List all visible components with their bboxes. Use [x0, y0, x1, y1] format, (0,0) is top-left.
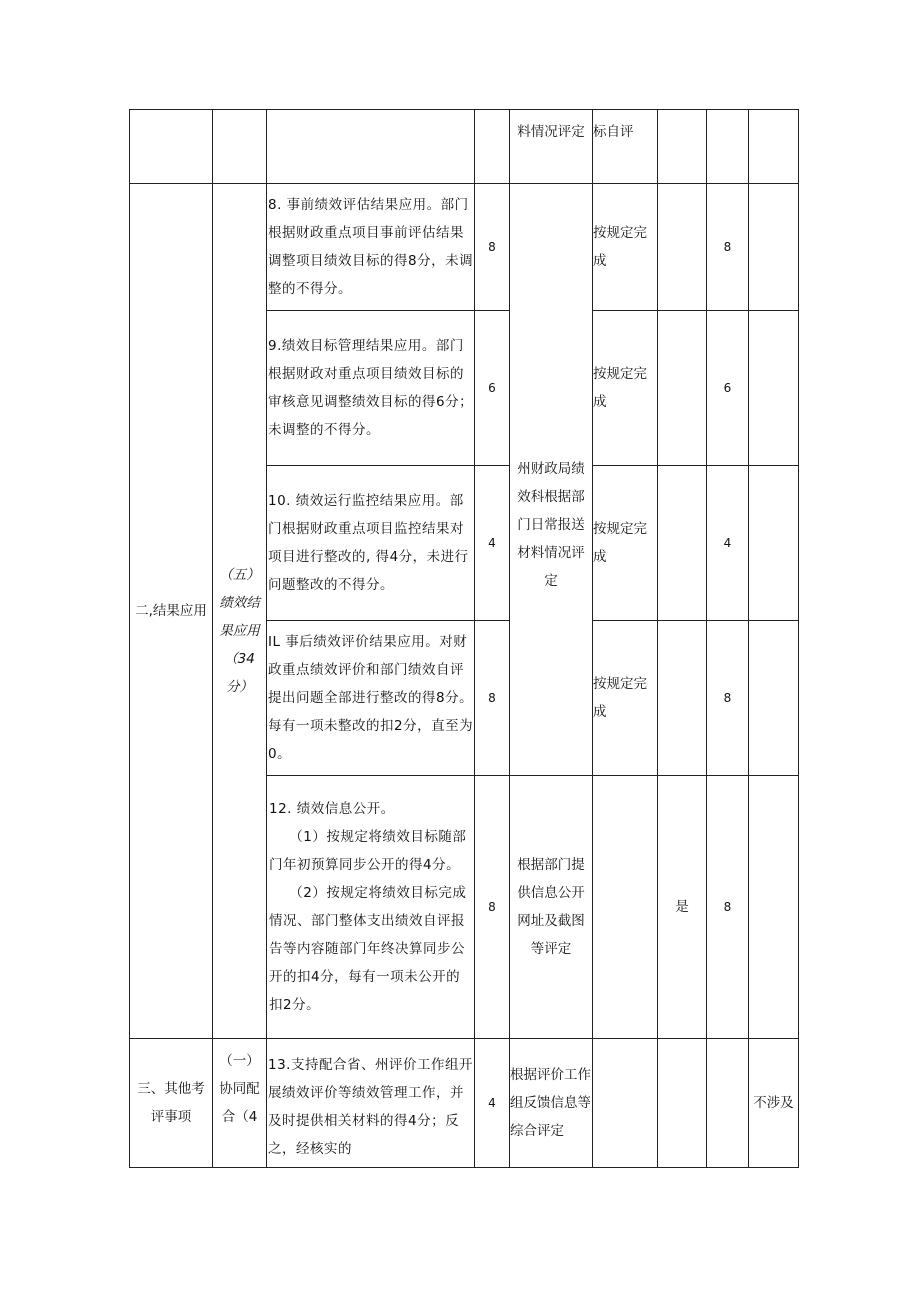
- item11-selfeval: [658, 621, 707, 776]
- item11-points: [475, 621, 510, 776]
- category-cell: [130, 110, 213, 184]
- item12-selfeval-text: 是: [675, 899, 689, 915]
- item10-text: 10. 绩效运行监控结果应用。部门根据财政重点项目监控结果对项目进行整改的, 得4分，未进行问题整改的不得分。: [268, 493, 469, 593]
- item10-score: [707, 466, 749, 621]
- sub5-label: （五）绩效结果应用（34分）: [219, 567, 260, 695]
- item10-score-value: 4: [723, 536, 732, 550]
- item9-points-value: 6: [488, 381, 496, 395]
- item10-remark: [749, 466, 799, 621]
- item13-score: [707, 1039, 749, 1168]
- shared-method-text: 州财政局绩效科根据部门日常报送材料情况评定: [517, 460, 585, 589]
- item13-standard: [593, 1039, 658, 1168]
- item12-method: [510, 776, 593, 1039]
- category3-label: 三、其他考评事项: [137, 1081, 205, 1125]
- item13-remark: [749, 1039, 799, 1168]
- item10-selfeval: [658, 466, 707, 621]
- item9-remark: [749, 311, 799, 466]
- item13-points: [475, 1039, 510, 1168]
- item8-score: [707, 184, 749, 311]
- item13-remark-text: 不涉及: [753, 1095, 794, 1111]
- item8-remark: [749, 184, 799, 311]
- sub1-cell: [213, 1039, 267, 1168]
- item10-standard: [593, 466, 658, 621]
- item10-standard-text: 按规定完成: [593, 521, 647, 565]
- item11-content: [267, 621, 475, 776]
- item12-content: [267, 776, 475, 1039]
- item11-standard-text: 按规定完成: [593, 676, 647, 720]
- item12-p1: （1）按规定将绩效目标随部门年初预算同步公开的得4分。: [269, 829, 467, 873]
- evaluation-table: [129, 109, 799, 1168]
- item9-score-value: 6: [723, 381, 732, 395]
- item9-points: [475, 311, 510, 466]
- item9-standard-text: 按规定完成: [593, 366, 647, 410]
- item12-p2: （2）按规定将绩效目标完成情况、部门整体支出绩效自评报告等内容随部门年终决算同步公开的扣4分，每有一项未公开的扣2分。: [269, 885, 467, 1013]
- remark-cell: [749, 110, 799, 184]
- item11-score-value: 8: [723, 691, 732, 705]
- item11-remark: [749, 621, 799, 776]
- item8-standard: [593, 184, 658, 311]
- item12-score: [707, 776, 749, 1039]
- shared-method-cell: [510, 184, 593, 776]
- item12-score-value: 8: [723, 900, 732, 914]
- category3-cell: [130, 1039, 213, 1168]
- item12-points-value: 8: [488, 900, 496, 914]
- item9-score: [707, 311, 749, 466]
- item9-standard: [593, 311, 658, 466]
- item11-score: [707, 621, 749, 776]
- item13-method-text: 根据评价工作组反馈信息等综合评定: [510, 1067, 591, 1139]
- sub1-label: （一）协同配合（4: [219, 1053, 260, 1125]
- item11-points-value: 8: [488, 691, 496, 705]
- table-row: [130, 110, 799, 184]
- table-row: [130, 1039, 799, 1168]
- item12-method-text: 根据部门提供信息公开网址及截图等评定: [517, 857, 585, 957]
- item13-selfeval: [658, 1039, 707, 1168]
- standard-cell: [593, 110, 658, 184]
- method-text: 料情况评定: [517, 124, 585, 140]
- item8-selfeval: [658, 184, 707, 311]
- item8-score-value: 8: [723, 240, 732, 254]
- item8-content: [267, 184, 475, 311]
- item8-points: [475, 184, 510, 311]
- item13-method: [510, 1039, 593, 1168]
- item13-content: [267, 1039, 475, 1168]
- content-cell: [267, 110, 475, 184]
- item12-remark: [749, 776, 799, 1039]
- item12-title: 12. 绩效信息公开。: [269, 801, 395, 817]
- score-cell: [707, 110, 749, 184]
- item10-content: [267, 466, 475, 621]
- item8-standard-text: 按规定完成: [593, 225, 647, 269]
- item10-points-value: 4: [488, 536, 496, 550]
- subcategory-cell: [213, 110, 267, 184]
- item12-standard: [593, 776, 658, 1039]
- method-cell: [510, 110, 593, 184]
- category2-label: 二,结果应用: [135, 603, 207, 619]
- item9-selfeval: [658, 311, 707, 466]
- item13-text: 13.支持配合省、州评价工作组开展绩效评价等绩效管理工作，并及时提供相关材料的得4分；反之，经核实的: [268, 1057, 473, 1157]
- item8-points-value: 8: [488, 240, 496, 254]
- category2-cell: [130, 184, 213, 1039]
- item13-points-value: 4: [488, 1096, 496, 1110]
- item9-text: 9.绩效目标管理结果应用。部门根据财政对重点项目绩效目标的审核意见调整绩效目标的得6分；未调整的不得分。: [268, 338, 474, 438]
- table-row: [130, 184, 799, 311]
- sub5-cell: [213, 184, 267, 1039]
- item11-standard: [593, 621, 658, 776]
- selfeval-cell: [658, 110, 707, 184]
- item11-text: IL 事后绩效评价结果应用。对财政重点绩效评价和部门绩效自评提出问题全部进行整改的得8分。每有一项未整改的扣2分，直至为0。: [268, 634, 474, 762]
- points-cell: [475, 110, 510, 184]
- item8-text: 8. 事前绩效评估结果应用。部门根据财政重点项目事前评估结果调整项目绩效目标的得8分，未调整的不得分。: [268, 197, 474, 297]
- item10-points: [475, 466, 510, 621]
- item9-content: [267, 311, 475, 466]
- standard-text: 标自评: [593, 124, 634, 140]
- item12-selfeval: [658, 776, 707, 1039]
- item12-points: [475, 776, 510, 1039]
